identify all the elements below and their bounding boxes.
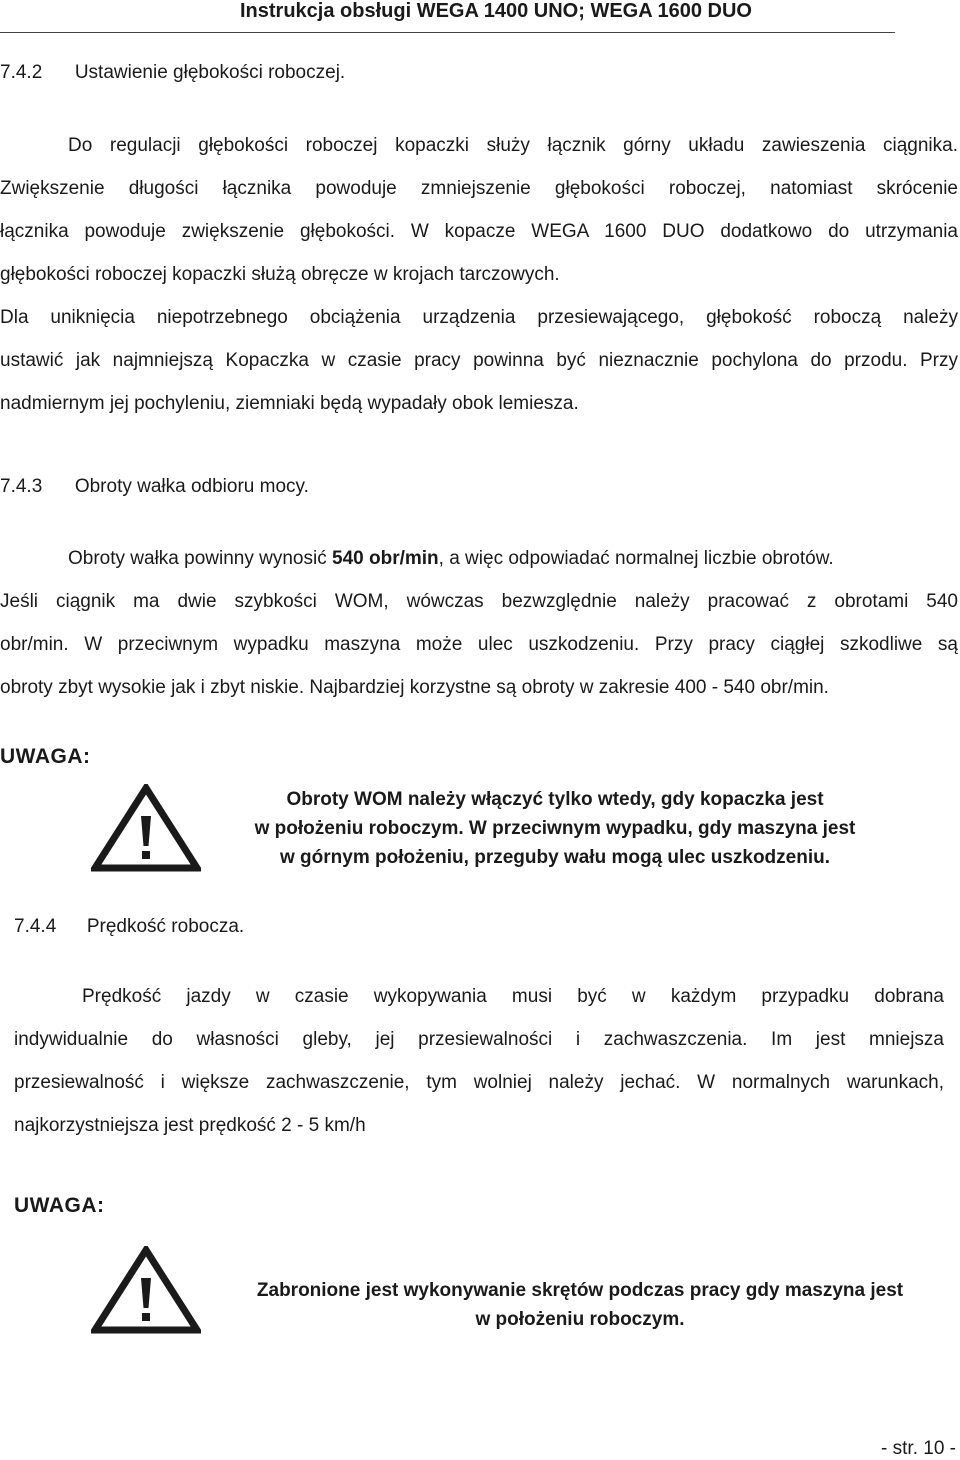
paragraph-line: głębokości roboczej kopaczki służą obręcze w krojach tarczowych. [0, 264, 560, 285]
warning-line: w położeniu roboczym. W przeciwnym wypadku, gdy maszyna jest [254, 818, 856, 839]
paragraph-line: najkorzystniejsza jest prędkość 2 - 5 km/h [14, 1115, 366, 1136]
warning-message [230, 785, 880, 872]
warning-label: UWAGA: [0, 745, 91, 768]
section-heading-743 [0, 476, 309, 498]
paragraph-line: obroty zbyt wysokie jak i zbyt niskie. Najbardziej korzystne są obroty w zakresie 400 - 540 obr/min. [0, 677, 829, 698]
document-header: Instrukcja obsługi WEGA 1400 UNO; WEGA 1600 DUO [240, 0, 752, 22]
section-743-body [0, 537, 958, 709]
paragraph-line: Prędkość jazdy w czasie wykopywania musi być w każdym przypadku dobrana [82, 986, 944, 1007]
paragraph-line: ustawić jak najmniejszą Kopaczka w czasie pracy powinna być nieznacznie pochylona do przodu. Przy [0, 350, 958, 371]
paragraph-line: Do regulacji głębokości roboczej kopaczki służy łącznik górny układu zawieszenia ciągnika. [68, 135, 958, 156]
warning-triangle-icon [91, 784, 201, 872]
warning-label: UWAGA: [14, 1194, 105, 1217]
paragraph-line: przesiewalność i większe zachwaszczenie, tym wolniej należy jechać. W normalnych warunkach, [14, 1072, 944, 1093]
paragraph-line: indywidualnie do własności gleby, jej przesiewalności i zachwaszczenia. Im jest mniejsza [14, 1029, 944, 1050]
paragraph-line: nadmiernym jej pochyleniu, ziemniaki będą wypadały obok lemiesza. [0, 393, 579, 414]
section-number: 7.4.3 [0, 476, 43, 497]
section-742-body [0, 124, 958, 425]
paragraph-line: łącznika powoduje zwiększenie głębokości. W kopacze WEGA 1600 DUO dodatkowo do utrzymania [0, 221, 958, 242]
section-heading-742 [0, 62, 345, 84]
section-title: Prędkość robocza. [86, 916, 245, 937]
paragraph-line: Zwiększenie długości łącznika powoduje zmniejszenie głębokości roboczej, natomiast skrócenie [0, 178, 958, 199]
warning-triangle-icon [91, 1246, 201, 1334]
rpm-value: 540 obr/min [332, 548, 439, 569]
section-title: Obroty wałka odbioru mocy. [74, 476, 309, 497]
paragraph-line: obr/min. W przeciwnym wypadku maszyna może ulec uszkodzeniu. Przy pracy ciągłej szkodliwe są [0, 634, 958, 655]
section-title: Ustawienie głębokości roboczej. [74, 62, 346, 83]
warning-line: w położeniu roboczym. [475, 1309, 685, 1330]
paragraph-line: Obroty wałka powinny wynosić 540 obr/min, a więc odpowiadać normalnej liczbie obrotów. [68, 548, 834, 569]
page-number: - str. 10 - [881, 1438, 956, 1459]
paragraph-line: Jeśli ciągnik ma dwie szybkości WOM, wówczas bezwzględnie należy pracować z obrotami 540 [0, 591, 958, 612]
section-744-body [14, 975, 944, 1147]
warning-line: w górnym położeniu, przeguby wału mogą ulec uszkodzeniu. [280, 847, 830, 868]
header-divider [0, 32, 895, 33]
warning-message [220, 1276, 940, 1334]
paragraph-line: Dla uniknięcia niepotrzebnego obciążenia urządzenia przesiewającego, głębokość roboczą należy [0, 307, 958, 328]
warning-line: Zabronione jest wykonywanie skrętów podczas pracy gdy maszyna jest [256, 1280, 904, 1301]
warning-line: Obroty WOM należy włączyć tylko wtedy, gdy kopaczka jest [286, 789, 824, 810]
section-heading-744 [14, 916, 244, 938]
section-number: 7.4.2 [0, 62, 43, 83]
section-number: 7.4.4 [14, 916, 57, 937]
